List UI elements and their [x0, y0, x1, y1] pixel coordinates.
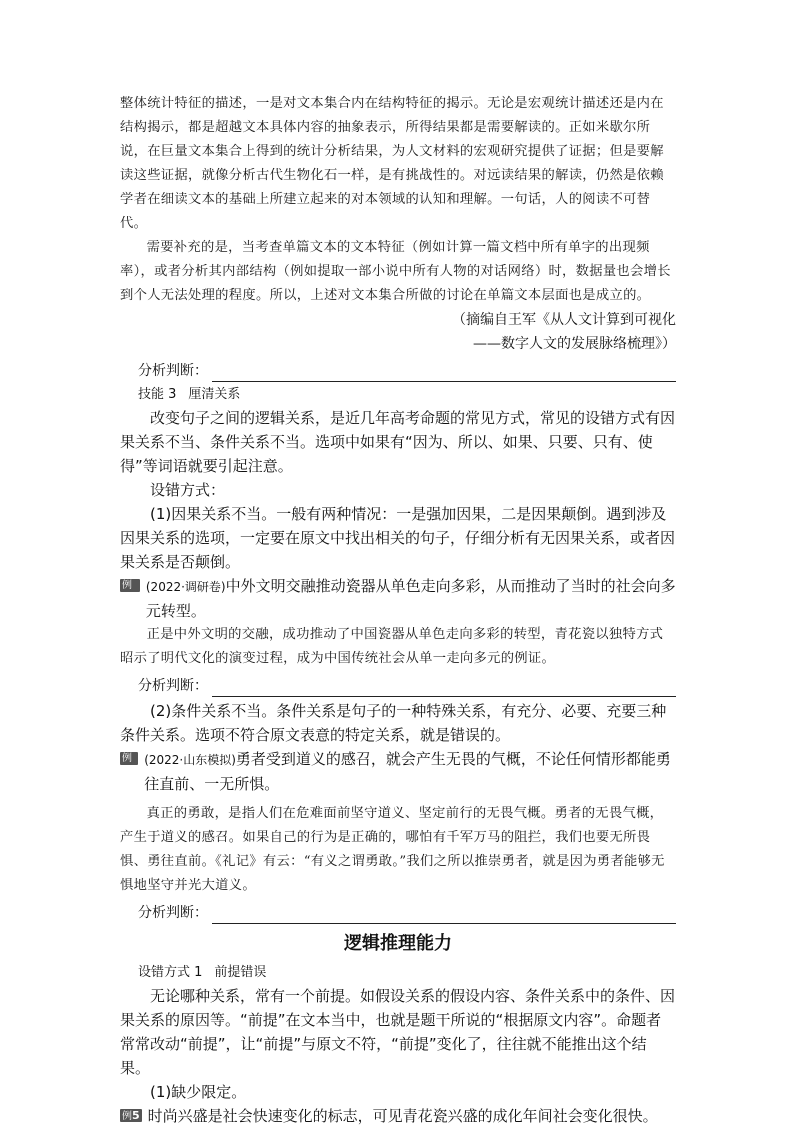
premise-paragraph: 无论哪种关系，常有一个前提。如假设关系的假设内容、条件关系中的条件、因果关系的原因等。“前提”在文本当中，也就是题干所说的“根据原文内容”。命题者常常改动“前提”，让“前提”与原文不符，“前提”变化了，往往就不能推出这个结果。	[120, 987, 676, 1077]
answer-blank[interactable]	[212, 907, 676, 924]
item-conditional: (2)条件关系不当。条件关系是句子的一种特殊关系，有充分、必要、充要三种条件关系。选项不符合原文表意的特定关系，就是错误的。	[120, 702, 667, 744]
document-page	[120, 92, 676, 1128]
answer-blank[interactable]	[212, 680, 676, 697]
example-4-text: 勇者受到道义的感召，就会产生无畏的气概，不论任何情形都能勇往直前、一无所惧。	[144, 750, 671, 793]
example-3-source: (2022·调研卷)	[145, 580, 226, 594]
method-1-number: 设错方式 1	[138, 965, 203, 980]
example-3-text: 中外文明交融推动瓷器从单色走向多彩，从而推动了当时的社会向多元转型。	[145, 577, 676, 620]
answer-label: 分析判断：	[138, 905, 208, 921]
passage-1-para-1: 整体统计特征的描述，一是对文本集合内在结构特征的揭示。无论是宏观统计描述还是内在结构揭示，都是超越文本具体内容的抽象表示，所得结果都是需要解读的。正如米歇尔所说，在巨量文本集合上得到的统计分析结果，为人文材料的宏观研究提供了证据；但是要解读这些证据，就像分析古代生物化石一样，是有挑战性的。对远读结果的解读，仍然是依赖学者在细读文本的基础上所建立起来的对本领域的认知和理解。一句话，人的阅读不可替代。	[120, 96, 664, 231]
method-1-title: 前提错误	[214, 965, 267, 980]
answer-label: 分析判断：	[138, 363, 208, 379]
skill-3-heading	[138, 384, 676, 406]
section-title: 逻辑推理能力	[344, 933, 452, 954]
item-lack-limit: (1)缺少限定。	[150, 1083, 247, 1101]
answer-line-3[interactable]	[138, 902, 676, 924]
answer-line-2[interactable]	[138, 675, 676, 697]
example-5-text: 时尚兴盛是社会快速变化的标志，可见青花瓷兴盛的成化年间社会变化很快。	[147, 1107, 658, 1125]
source-line-2: ——数字人文的发展脉络梳理》）	[473, 336, 676, 352]
method-1-heading	[138, 962, 676, 984]
example-5	[120, 1104, 676, 1128]
skill-3-number: 技能 3	[138, 387, 177, 402]
example-4-passage: 真正的勇敢，是指人们在危难面前坚守道义、坚定前行的无畏气概。勇者的无畏气概，产生于道义的感召。如果自己的行为是正确的，哪怕有千军万马的阻拦，我们也要无所畏惧、勇往直前。《礼记》有云：“有义之谓勇敢。”我们之所以推崇勇者，就是因为勇者能够无惧地坚守并光大道义。	[120, 806, 665, 893]
passage-1-source	[120, 308, 676, 356]
intro-paragraph: 改变句子之间的逻辑关系，是近几年高考命题的常见方式，常见的设错方式有因果关系不当、条件关系不当。选项中如果有“因为、所以、如果、只要、只有、使得”等词语就要引起注意。	[120, 409, 676, 475]
passage-1-para-2: 需要补充的是，当考查单篇文本的文本特征（例如计算一篇文档中所有单字的出现频率），或者分析其内部结构（例如提取一部小说中所有人物的对话网络）时，数据量也会增长到个人无法处理的程度。所以，上述对文本集合所做的讨论在单篇文本层面也是成立的。	[120, 240, 671, 303]
answer-blank[interactable]	[212, 365, 676, 382]
skill-3-title: 厘清关系	[188, 387, 241, 402]
item-causal: (1)因果关系不当。一般有两种情况：一是强加因果，二是因果颠倒。遇到涉及因果关系的选项，一定要在原文中找出相关的句子，仔细分析有无因果关系，或者因果关系是否颠倒。	[120, 505, 676, 571]
example-icon: 例3	[120, 579, 140, 592]
passage-1	[120, 92, 676, 308]
example-icon: 例5	[122, 1109, 140, 1122]
example-icon: 例4	[120, 752, 138, 765]
example-4-source: (2022·山东模拟)	[144, 753, 236, 767]
example-3	[120, 574, 676, 623]
source-line-1: （摘编自王军《从人文计算到可视化	[452, 312, 676, 328]
answer-line-1[interactable]	[138, 360, 676, 382]
example-4	[120, 747, 676, 796]
example-3-passage: 正是中外文明的交融，成功推动了中国瓷器从单色走向多彩的转型，青花瓷以独特方式昭示了明代文化的演变过程，成为中国传统社会从单一走向多元的例证。	[120, 627, 664, 666]
error-methods-label: 设错方式：	[150, 481, 226, 499]
answer-label: 分析判断：	[138, 678, 208, 694]
